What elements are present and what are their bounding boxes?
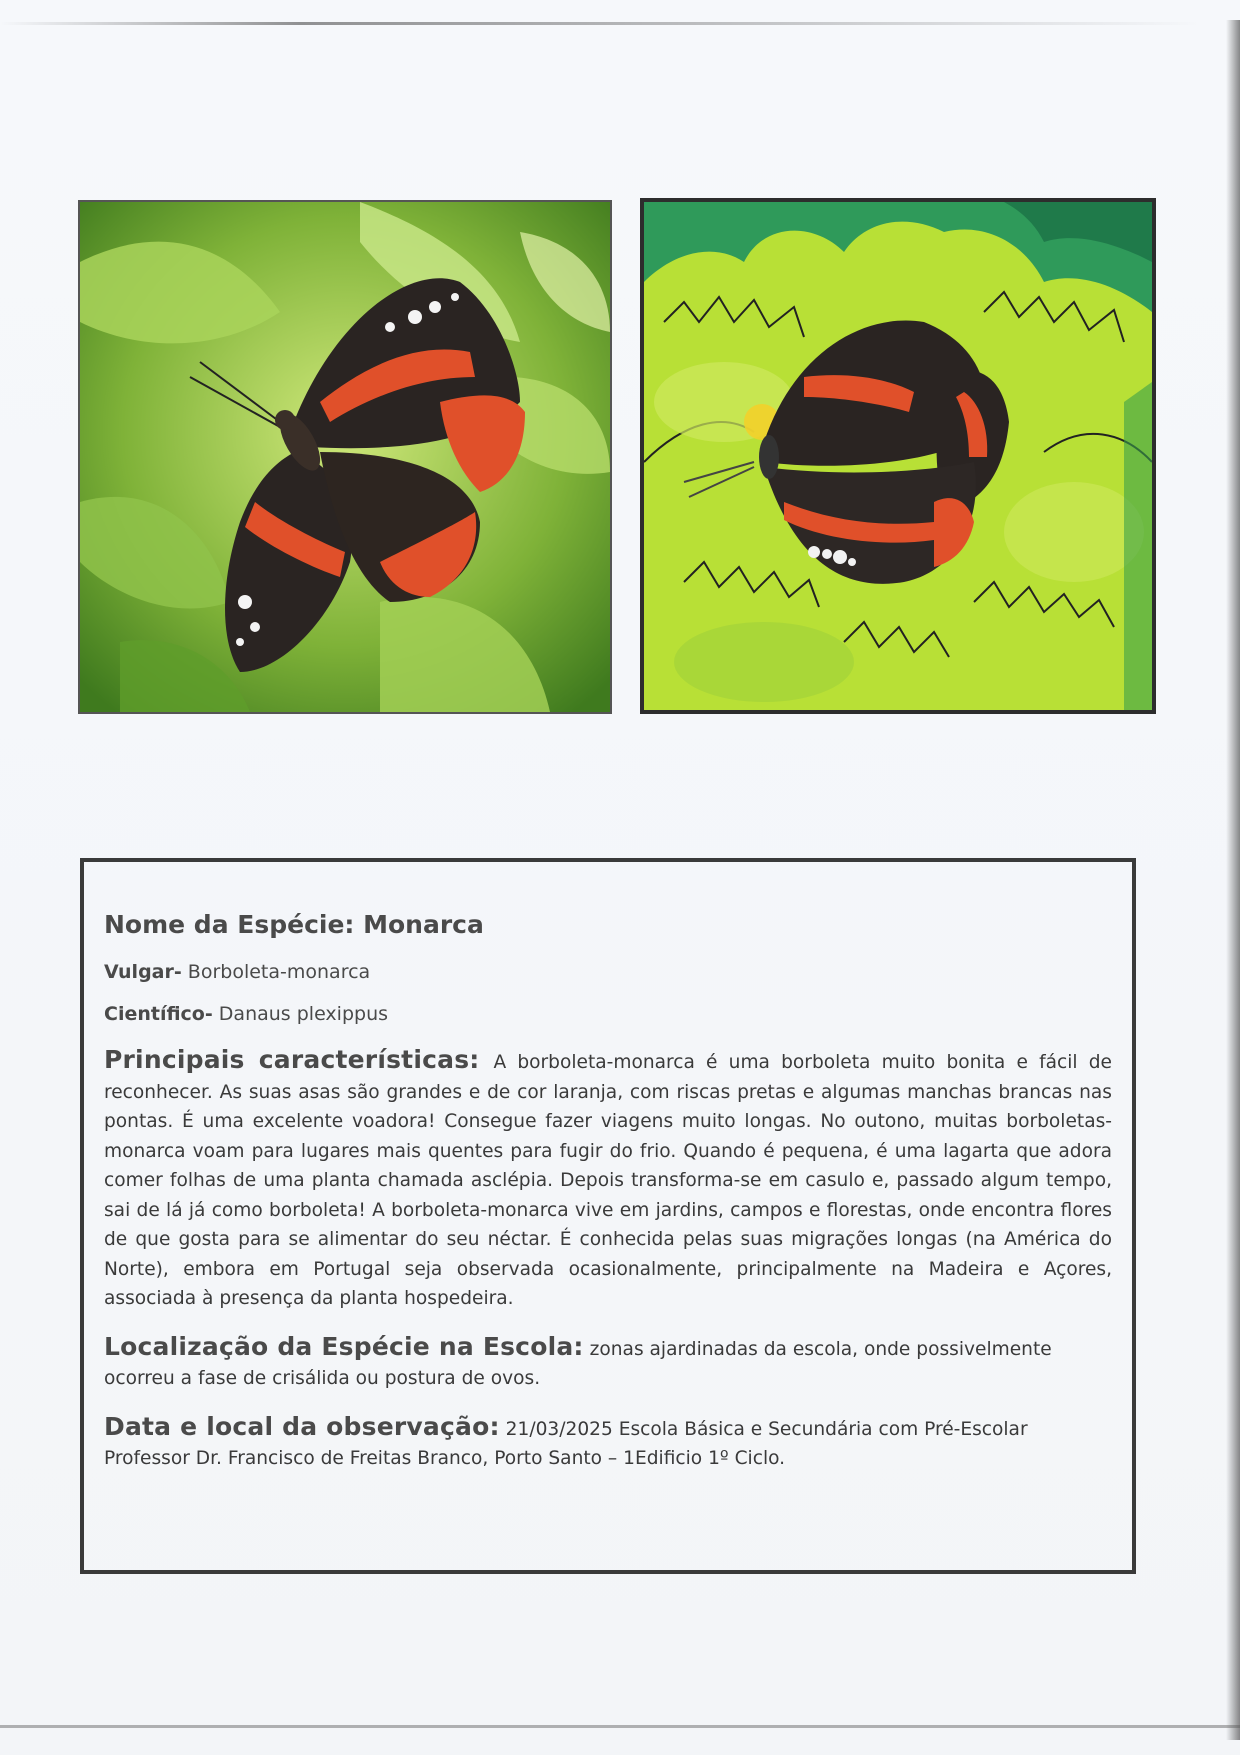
- species-info-box: [80, 858, 1136, 1574]
- characteristics-heading: Principais características:: [104, 1045, 480, 1074]
- location-text: zonas ajardinadas da escola, onde possivelmente ocorreu a fase de crisálida ou postura de ovos.: [104, 1338, 1052, 1389]
- common-name-label: Vulgar-: [104, 961, 182, 983]
- butterfly-photo: [78, 200, 612, 714]
- butterfly-photo-illustration: [80, 202, 610, 712]
- common-name-line: [104, 961, 1112, 983]
- scientific-name-value: Danaus plexippus: [218, 1003, 389, 1025]
- characteristics-text: A borboleta-monarca é uma borboleta muito bonita e fácil de reconhecer. As suas asas são grandes e de cor laranja, com riscas pretas e algumas manchas brancas nas pontas. É uma excelente voadora! Consegue fazer viagens muito longas. No outono, muitas borboletas-monarca voam para lugares mais quentes para fugir do frio. Quando é pequena, é uma lagarta que adora comer folhas de uma planta chamada asclépia. Depois transforma-se em casulo e, passado algum tempo, sai de lá já como borboleta! A borboleta-monarca vive em jardins, campos e florestas, onde encontra flores de que gosta para se alimentar do seu néctar. É conhecida pelas suas migrações longas (na América do Norte), embora em Portugal seja observada ocasionalmente, principalmente na Madeira e Açores, associada à presença da planta hospedeira.: [104, 1052, 1112, 1309]
- butterfly-drawing-illustration: [644, 202, 1152, 710]
- butterfly-drawing: [640, 198, 1156, 714]
- species-title: Nome da Espécie: Monarca: [104, 910, 484, 939]
- scan-edge-top: [0, 22, 1200, 25]
- scan-edge-right: [1226, 20, 1240, 1740]
- observation-heading: Data e local da observação:: [104, 1411, 500, 1441]
- location-heading: Localização da Espécie na Escola:: [104, 1331, 584, 1361]
- observation-paragraph: [104, 1412, 1112, 1474]
- observation-text: 21/03/2025 Escola Básica e Secundária com Pré-Escolar Professor Dr. Francisco de Freitas Branco, Porto Santo – 1Edificio 1º Ciclo.: [104, 1418, 1028, 1469]
- scientific-name-line: [104, 1003, 1112, 1025]
- scan-edge-bottom: [0, 1725, 1240, 1728]
- characteristics-paragraph: [104, 1045, 1112, 1314]
- common-name-value: Borboleta-monarca: [187, 961, 371, 983]
- scientific-name-label: Científico-: [104, 1003, 213, 1025]
- location-paragraph: [104, 1332, 1112, 1394]
